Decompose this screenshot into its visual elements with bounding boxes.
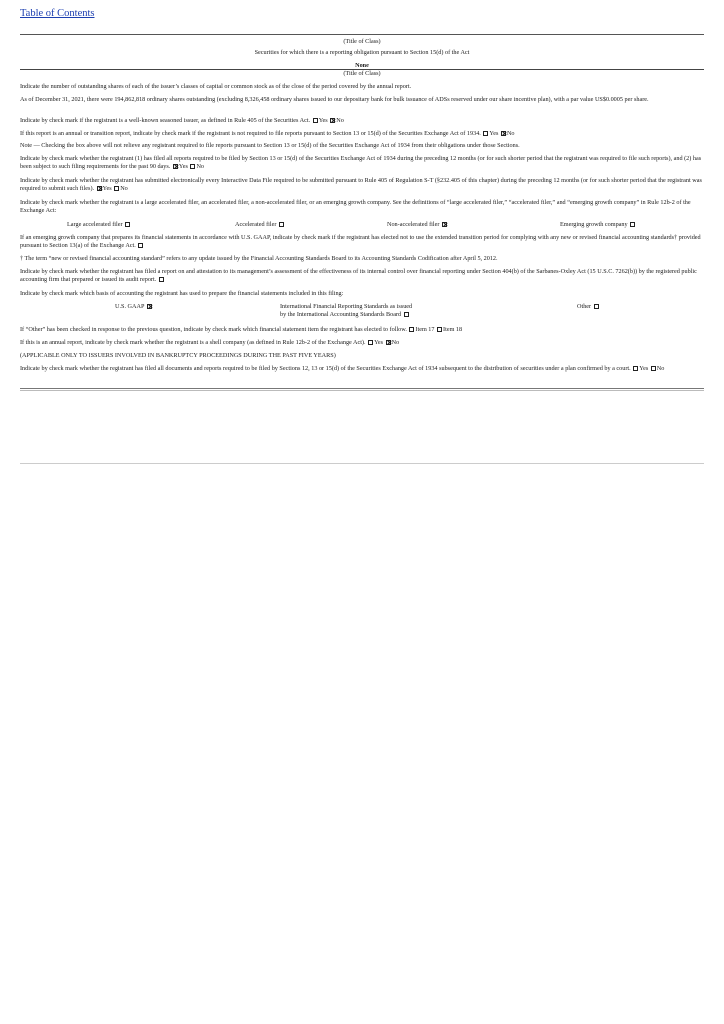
none-value: None: [355, 62, 369, 69]
title-of-class-caption-1: (Title of Class): [343, 38, 381, 45]
item18-label: Item 18: [443, 326, 463, 333]
wksi-text: Indicate by check mark if the registrant is a well-known seasoned issuer, as defined in Rule 405 of the Securities Act.: [20, 117, 311, 124]
emerging-growth-option: [560, 221, 636, 229]
bankruptcy-yes-checkbox[interactable]: [633, 366, 638, 371]
other-basis-option: [577, 303, 600, 311]
filed-reports-text: Indicate by check mark whether the registrant (1) has filed all reports required to be filed by Section 13 or 15(d) of the Securities Exchange Act of 1934 during the preceding 12 months (or for such shorter period that the registrant was required to file such reports), and (2) has been subject to such filing requirements for the past 90 days.: [20, 155, 702, 171]
large-accelerated-filer-option: [67, 221, 131, 229]
us-gaap-checkbox[interactable]: [147, 304, 152, 309]
not-required-yes-checkbox[interactable]: [483, 131, 488, 136]
transition-period-checkbox[interactable]: [138, 243, 143, 248]
not-required-text: If this report is an annual or transition report, indicate by check mark if the registrant is not required to file reports pursuant to Section 13 or 15(d) of the Securities Exchange Act of 1934.: [20, 130, 481, 137]
bankruptcy-heading: (APPLICABLE ONLY TO ISSUERS INVOLVED IN BANKRUPTCY PROCEEDINGS DURING THE PAST FIVE YEARS): [20, 352, 336, 359]
filed-yes-label: Yes: [178, 163, 188, 171]
bankruptcy-no-checkbox[interactable]: [651, 366, 656, 371]
filed-yes-checkbox[interactable]: [173, 164, 178, 169]
not-required-question: [20, 130, 704, 138]
large-accelerated-filer-label: Large accelerated filer: [67, 221, 123, 228]
transition-period-text: If an emerging growth company that prepares its financial statements in accordance with U.S. GAAP, indicate by check mark if the registrant has elected not to use the extended transition period for complying with any new or revised financial accounting standards† provided pursuant to Section 13(a) of the Exchange Act.: [20, 234, 701, 250]
interactive-data-question: [20, 177, 704, 193]
table-of-contents-link[interactable]: Table of Contents: [20, 8, 95, 19]
non-accelerated-filer-label: Non-accelerated filer: [387, 221, 440, 228]
title-of-class-caption-2: (Title of Class): [343, 70, 381, 77]
section-end-rule: [20, 388, 704, 389]
filed-no-label: No: [196, 163, 205, 171]
interactive-no-label: No: [120, 185, 128, 193]
item17-label: Item 17: [415, 326, 435, 333]
shell-yes-checkbox[interactable]: [368, 340, 373, 345]
item-election-question: [20, 326, 704, 334]
not-required-no-label: No: [506, 130, 515, 137]
wksi-no-checkbox[interactable]: [330, 118, 335, 123]
us-gaap-label: U.S. GAAP: [115, 303, 145, 310]
shell-company-question: [20, 339, 704, 347]
ifrs-label-line2-wrap: [280, 311, 412, 319]
section-end-rule-thin: [20, 390, 704, 391]
ifrs-label-line2: by the International Accounting Standards Board: [280, 311, 402, 318]
filed-no-checkbox[interactable]: [190, 164, 195, 169]
other-basis-label: Other: [577, 303, 592, 310]
shell-no-checkbox[interactable]: [386, 340, 391, 345]
accelerated-filer-option: [235, 221, 285, 229]
outstanding-shares-statement: As of December 31, 2021, there were 194,862,818 ordinary shares outstanding (excluding 8,326,458 ordinary shares issued to our depositary bank for bulk issuance of ADSs reserved under our share incentive plan), with a par value US$0.0005 per share.: [20, 96, 649, 103]
interactive-no-checkbox[interactable]: [114, 186, 119, 191]
note-paragraph: Note — Checking the box above will not relieve any registrant required to file reports pursuant to Section 13 or 15(d) of the Securities Exchange Act of 1934 from their obligations under those Sections.: [20, 142, 520, 149]
interactive-yes-label: Yes: [102, 185, 112, 193]
wksi-yes-checkbox[interactable]: [313, 118, 318, 123]
attestation-text: Indicate by check mark whether the registrant has filed a report on and attestation to its management’s assessment of the effectiveness of its internal control over financial reporting under Section 404(b) of the Sarbanes-Oxley Act (15 U.S.C. 7262(b)) by the registered public accounting firm that prepared or issued its audit report.: [20, 268, 697, 284]
accelerated-filer-label: Accelerated filer: [235, 221, 277, 228]
shell-company-text: If this is an annual report, indicate by check mark whether the registrant is a shell company (as defined in Rule 12b-2 of the Exchange Act).: [20, 339, 366, 346]
item18-checkbox[interactable]: [437, 327, 442, 332]
wksi-no-label: No: [336, 117, 344, 124]
item-election-text: If “Other” has been checked in response to the previous question, indicate by check mark which financial statement item the registrant has elected to follow.: [20, 326, 407, 333]
non-accelerated-filer-checkbox[interactable]: [442, 222, 447, 227]
bankruptcy-text: Indicate by check mark whether the registrant has filed all documents and reports required to be filed by Sections 12, 13 or 15(d) of the Securities Exchange Act of 1934 subsequent to the distribution of securities under a plan confirmed by a court.: [20, 365, 631, 372]
securities-15d-heading: Securities for which there is a reporting obligation pursuant to Section 15(d) of the Act: [254, 49, 470, 56]
filer-status-question: Indicate by check mark whether the registrant is a large accelerated filer, an accelerated filer, a non-accelerated filer, or an emerging growth company. See the definitions of “large accelerated filer,” “accelerated filer,” and “emerging growth company” in Rule 12b-2 of the Exchange Act:: [20, 199, 691, 215]
filed-reports-question: [20, 155, 704, 171]
bankruptcy-question: [20, 365, 704, 373]
ifrs-label-line1: International Financial Reporting Standards as issued: [280, 303, 413, 310]
ifrs-checkbox[interactable]: [404, 312, 409, 317]
wksi-question: [20, 117, 704, 125]
other-basis-checkbox[interactable]: [594, 304, 599, 309]
ifrs-option: [280, 303, 412, 319]
large-accelerated-filer-checkbox[interactable]: [125, 222, 130, 227]
interactive-yes-checkbox[interactable]: [97, 186, 102, 191]
footnote-standard-definition: † The term “new or revised financial accounting standard” refers to any update issued by the Financial Accounting Standards Board to its Accounting Standards Codification after April 5, 2012.: [20, 255, 498, 262]
non-accelerated-filer-option: [387, 221, 448, 229]
transition-period-question: [20, 234, 704, 250]
outstanding-shares-instruction: Indicate the number of outstanding shares of each of the issuer’s classes of capital or common stock as of the close of the period covered by the annual report.: [20, 83, 412, 90]
emerging-growth-checkbox[interactable]: [630, 222, 635, 227]
not-required-yes-label: Yes: [489, 130, 499, 137]
emerging-growth-label: Emerging growth company: [560, 221, 628, 228]
top-rule: [20, 34, 704, 35]
bankruptcy-yes-label: Yes: [639, 365, 649, 372]
bankruptcy-no-label: No: [656, 365, 665, 372]
interactive-data-text: Indicate by check mark whether the registrant has submitted electronically every Interactive Data File required to be submitted pursuant to Rule 405 of Regulation S-T (§232.405 of this chapter) during the preceding 12 months (or for such shorter period that the registrant was required to submit such files).: [20, 177, 702, 193]
us-gaap-option: [115, 303, 153, 311]
wksi-yes-label: Yes: [318, 117, 328, 124]
attestation-question: [20, 268, 704, 284]
attestation-checkbox[interactable]: [159, 277, 164, 282]
item17-checkbox[interactable]: [409, 327, 414, 332]
page-break-rule: [20, 463, 704, 464]
shell-yes-label: Yes: [374, 339, 384, 346]
not-required-no-checkbox[interactable]: [501, 131, 506, 136]
shell-no-label: No: [391, 339, 400, 346]
accelerated-filer-checkbox[interactable]: [279, 222, 284, 227]
accounting-basis-question: Indicate by check mark which basis of accounting the registrant has used to prepare the financial statements included in this filing:: [20, 290, 344, 297]
